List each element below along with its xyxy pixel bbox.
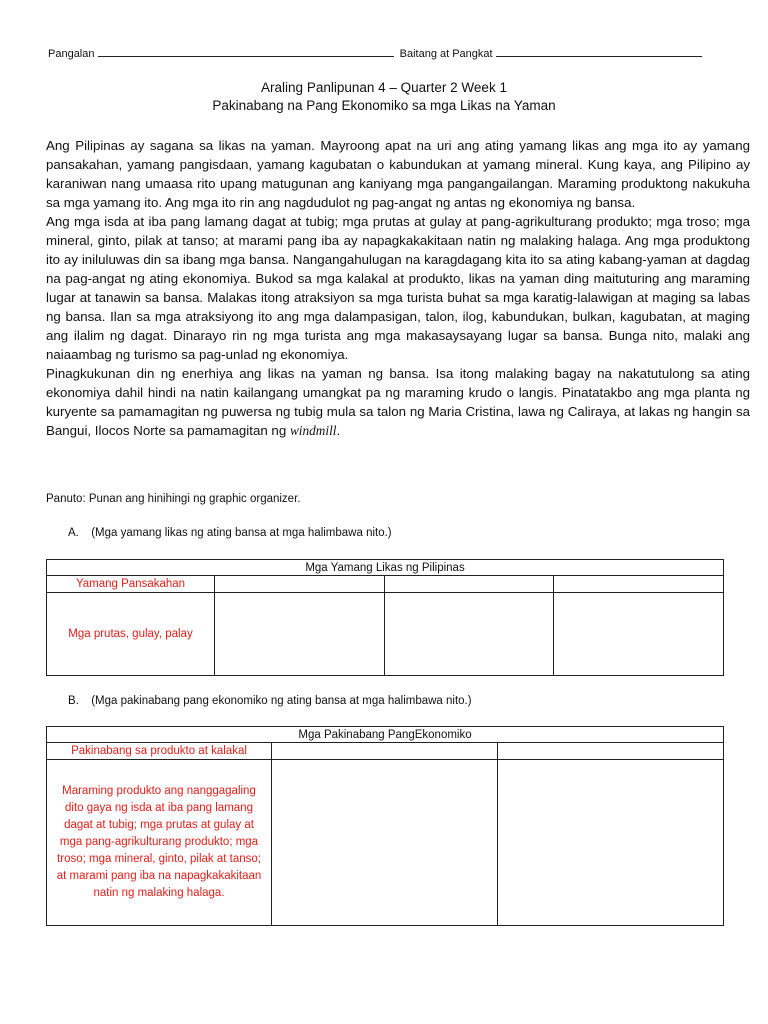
section-a-table-header: Mga Yamang Likas ng Pilipinas <box>47 560 724 576</box>
section-b-example-cell: Maraming produkto ang nanggagaling dito gaya ng isda at iba pang lamang dagat at tubig; mga prutas at gulay at mga pang-agrikulturang produkto; mga troso; mga mineral, ginto, pilak at tanso; at marami pang iba na napagkakakitaan natin ng malaking halaga. <box>47 760 272 926</box>
section-a-label-blank[interactable] <box>554 576 724 593</box>
passage-paragraph-3-text: Pinagkukunan din ng enerhiya ang likas na yaman ng bansa. Isa itong malaking bagay na nakatutulong sa ating ekonomiya dahil hindi na natin kailangang umangkat pa ng maraming krudo o langis. Pinatatakbo ang mga planta ng kuryente sa pamamagitan ng puwersa ng tubig mula sa talon ng Maria Cristina, lawa ng Caliraya, at lakas ng hangin sa Bangui, Ilocos Norte sa pamamagitan ng <box>46 366 750 438</box>
section-a-instruction <box>68 527 392 539</box>
passage-paragraph-3 <box>46 364 750 440</box>
section-a-label-cell: Yamang Pansakahan <box>47 576 215 593</box>
grade-label: Baitang at Pangkat <box>399 48 493 60</box>
section-b-instruction <box>68 695 472 707</box>
passage-paragraph-2: Ang mga isda at iba pang lamang dagat at tubig; mga prutas at gulay at pang-agrikulturang produkto; mga troso; mga mineral, ginto, pilak at tanso; at marami pang iba ay napagkakakitaan natin ng malaking halaga. Ang mga produktong ito ay iniluluwas din sa ibang mga bansa. Nangangahulugan na karagdagang kita ito sa ating kabang-yaman at dagdag na pag-angat ng ating ekonomiya. Bukod sa mga kalakal at produkto, likas na yaman ding maituturing ang maraming lugar at tanawin sa bansa. Malakas itong atraksiyon sa mga turista buhat sa mga karatig-lalawigan at maging sa labas ng bansa. Ilan sa mga atraksiyong ito ang mga dalampasigan, talon, ilog, kabundukan, bulkan, kagubatan, at maging ang ilalim ng dagat. Dinarayo rin ng mga turista ang mga makasaysayang lugar sa bansa. Bunga nito, malaki ang naiaambag ng turismo sa pag-unlad ng ekonomiya. <box>46 214 750 362</box>
section-a-example-blank[interactable] <box>385 593 554 676</box>
title-subject: Araling Panlipunan 4 – Quarter 2 Week 1 <box>261 80 507 95</box>
name-label: Pangalan <box>48 48 95 60</box>
section-a-text: (Mga yamang likas ng ating bansa at mga halimbawa nito.) <box>91 527 392 539</box>
windmill-term: windmill <box>289 423 337 438</box>
grade-blank[interactable] <box>496 46 702 57</box>
section-a-letter: A. <box>68 527 79 539</box>
section-b-text: (Mga pakinabang pang ekonomiko ng ating bansa at mga halimbawa nito.) <box>91 695 472 707</box>
name-blank[interactable] <box>98 46 394 57</box>
title-topic: Pakinabang na Pang Ekonomiko sa mga Likas na Yaman <box>212 98 556 113</box>
section-a-example-blank[interactable] <box>215 593 385 676</box>
instructions: Panuto: Punan ang hinihingi ng graphic organizer. <box>46 493 301 505</box>
section-b-example-blank[interactable] <box>272 760 498 926</box>
section-a-example-blank[interactable] <box>554 593 724 676</box>
section-a-label-blank[interactable] <box>215 576 385 593</box>
section-b-letter: B. <box>68 695 79 707</box>
section-a-example-cell: Mga prutas, gulay, palay <box>47 593 215 676</box>
worksheet-title <box>0 79 768 115</box>
section-b-organizer-table <box>46 726 724 926</box>
student-info-fields <box>48 46 702 60</box>
section-a-label-blank[interactable] <box>385 576 554 593</box>
section-b-table-header: Mga Pakinabang PangEkonomiko <box>47 727 724 743</box>
reading-passage <box>46 136 750 440</box>
section-b-label-blank[interactable] <box>498 743 724 760</box>
passage-paragraph-1: Ang Pilipinas ay sagana sa likas na yaman. Mayroong apat na uri ang ating yamang likas ang mga ito ay yamang pansakahan, yamang pangisdaan, yamang kagubatan o kabundukan at yamang mineral. Kung kaya, ang Pilipino ay karaniwan nang umaasa rito upang matugunan ang kaniyang mga pangangailangan. Maraming produktong nakukuha sa mga yamang ito. Ang mga ito rin ang nagdudulot ng pag-angat ng antas ng ekonomiya ng bansa. <box>46 138 750 210</box>
section-b-label-cell: Pakinabang sa produkto at kalakal <box>47 743 272 760</box>
passage-paragraph-3-end: . <box>336 423 341 438</box>
section-a-organizer-table <box>46 559 724 676</box>
section-b-example-blank[interactable] <box>498 760 724 926</box>
section-b-label-blank[interactable] <box>272 743 498 760</box>
